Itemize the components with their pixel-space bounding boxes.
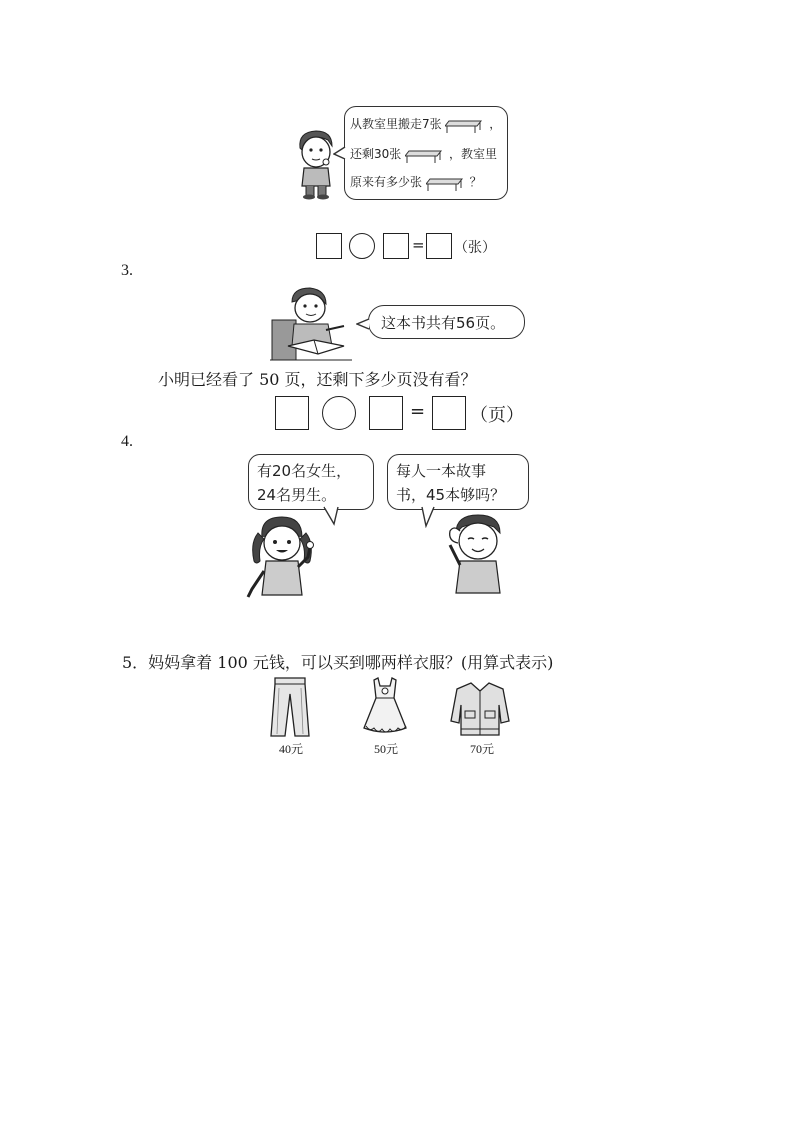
q3-speech-bubble	[368, 305, 525, 339]
q4-girl-line1: 有20名女生，	[257, 462, 352, 480]
boy-scratching-head-illustration	[436, 511, 520, 597]
q2-answer-box-2[interactable]	[383, 233, 409, 259]
item-price-jacket: 70元	[469, 742, 494, 756]
q4-boy-speech-bubble	[387, 454, 529, 510]
q2-unit-label: （张）	[454, 240, 496, 256]
q3-operator-circle[interactable]	[322, 396, 356, 430]
boy-reading-book-illustration	[270, 284, 352, 362]
q3-answer-box-2[interactable]	[369, 396, 403, 430]
q2-equals-sign: =	[412, 236, 425, 254]
q5-question-text: 5．妈妈拿着 100 元钱，可以买到哪两样衣服？(用算式表示)	[122, 653, 554, 672]
q2-bubble-line3: 原来有多少张	[350, 175, 423, 189]
q3-number: 3.	[121, 262, 133, 279]
q2-answer-box-1[interactable]	[316, 233, 342, 259]
q4-boy-line1: 每人一本故事	[396, 462, 487, 480]
q3-unit-label: （页）	[470, 405, 524, 426]
q2-speech-bubble	[344, 106, 508, 200]
q2-bubble-line2: 还剩30张	[350, 147, 402, 161]
q3-equals-sign: =	[410, 401, 426, 422]
q3-answer-box-3[interactable]	[432, 396, 466, 430]
pants-icon	[269, 676, 311, 738]
item-price-dress: 50元	[373, 742, 398, 756]
jacket-icon	[449, 681, 511, 737]
q3-bubble-text: 这本书共有56页。	[381, 314, 506, 332]
item-price-pants: 40元	[278, 742, 303, 756]
desk-icon	[426, 175, 466, 191]
q4-boy-line2: 书，45本够吗？	[396, 486, 506, 504]
q3-question-text: 小明已经看了 50 页，还剩下多少页没有看？	[158, 370, 477, 389]
q2-bubble-line1: 从教室里搬走7张	[350, 117, 442, 131]
q4-number: 4.	[121, 433, 133, 450]
boy-thinking-illustration	[290, 126, 342, 200]
q3-answer-box-1[interactable]	[275, 396, 309, 430]
q4-girl-speech-bubble	[248, 454, 374, 510]
q2-bubble-line1-tail: ，	[489, 117, 502, 131]
dress-icon	[360, 676, 410, 738]
q2-bubble-line2-tail: ，教室里	[448, 147, 497, 161]
girl-pointing-illustration	[244, 511, 328, 601]
bubble-tail	[356, 318, 370, 330]
q2-answer-box-3[interactable]	[426, 233, 452, 259]
desk-icon	[405, 147, 445, 163]
desk-icon	[445, 117, 485, 133]
bubble-tail	[418, 506, 438, 528]
q2-bubble-line3-tail: ？	[469, 175, 482, 189]
bubble-tail	[333, 146, 347, 160]
q2-operator-circle[interactable]	[349, 233, 375, 259]
q4-girl-line2: 24名男生。	[257, 486, 337, 504]
